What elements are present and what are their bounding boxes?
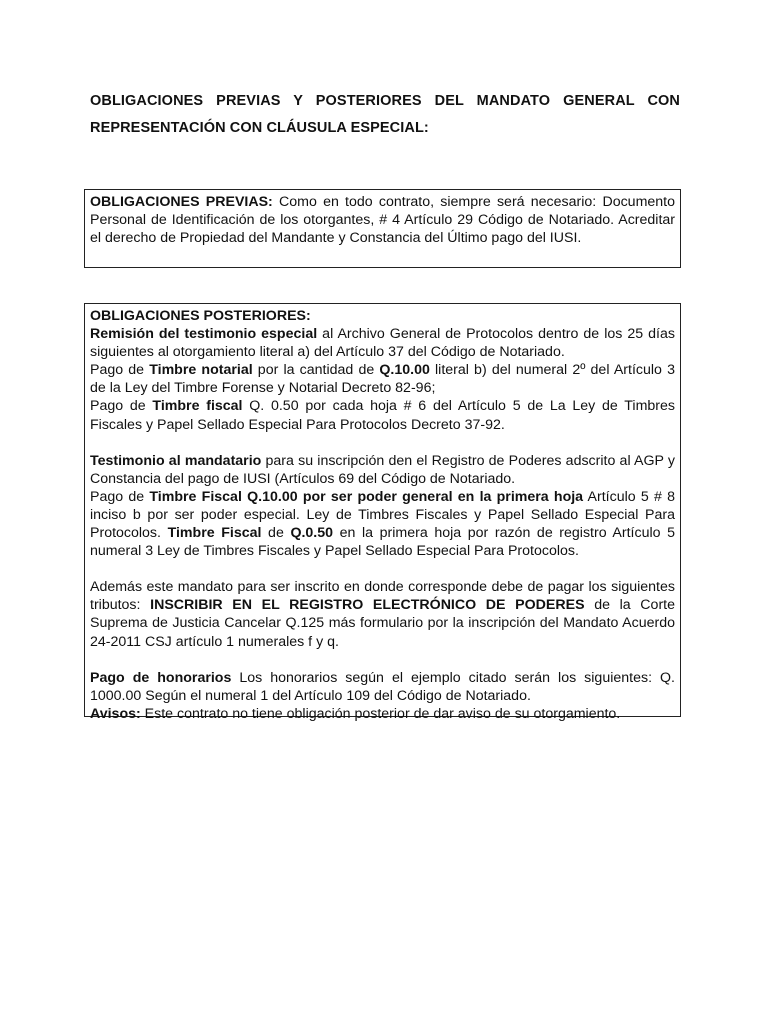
previas-text: Como en todo contrato, siempre será necesario: Documento Personal de Identificación de los otorgantes, # 4 Artículo 29 Código de Notariado. Acreditar el derecho de Propiedad del Mandante y Constancia del Último pago del IUSI.: [90, 194, 675, 247]
obligaciones-posteriores-box: [84, 303, 681, 722]
avisos-label: Avisos:: [90, 705, 141, 722]
timbre-notarial-text-1: Pago de: [90, 362, 150, 379]
paragraph-gap: [90, 434, 675, 452]
honorarios-paragraph: [90, 669, 675, 705]
timbre-fiscal-text-1: Pago de: [90, 398, 153, 415]
avisos-paragraph: [90, 705, 675, 723]
registro-text-1: Además este mandato para ser inscrito en donde corresponde debe de pagar los siguientes tributos:: [90, 579, 675, 614]
timbre-notarial-label: Timbre notarial: [149, 362, 253, 379]
paragraph-gap: [90, 560, 675, 578]
poder-text-3: de: [261, 525, 291, 542]
title-line-2: REPRESENTACIÓN CON CLÁUSULA ESPECIAL:: [90, 120, 429, 136]
poder-label-3: Q.0.50: [290, 525, 334, 542]
registro-text-2: de la Corte Suprema de Justicia Cancelar Q.125 más formulario por la inscripción del Mandato Acuerdo 24-2011 CSJ artículo 1 numerales f y q.: [90, 597, 676, 650]
honorarios-text: Los honorarios según el ejemplo citado serán los siguientes: Q. 1000.00 Según el numeral 1 del Artículo 109 del Código de Notariado.: [90, 669, 675, 704]
title-line-1: OBLIGACIONES PREVIAS Y POSTERIORES DEL MANDATO GENERAL CON: [90, 93, 680, 109]
poder-text-4: en la primera hoja por razón de registro Artículo 5 numeral 3 Ley de Timbres Fiscales y Papel Sellado Especial Para Protocolos.: [90, 525, 676, 560]
testimonio-text: para su inscripción den el Registro de Poderes adscrito al AGP y Constancia del pago de IUSI (Artículos 69 del Código de Notariado.: [90, 452, 676, 487]
avisos-text: Este contrato no tiene obligación posterior de dar aviso de su otorgamiento.: [140, 705, 621, 722]
honorarios-label: Pago de honorarios: [90, 669, 232, 686]
remision-text: al Archivo General de Protocolos dentro de los 25 días siguientes al otorgamiento literal a) del Artículo 37 del Código de Notariado.: [90, 326, 675, 361]
timbre-notarial-amount: Q.10.00: [379, 362, 430, 379]
remision-label: Remisión del testimonio especial: [90, 326, 318, 343]
poder-text-2: Artículo 5 # 8 inciso b por ser poder especial. Ley de Timbres Fiscales y Papel Sellado Especial Para Protocolos.: [90, 488, 675, 542]
previas-paragraph: [90, 193, 675, 247]
timbre-fiscal-poder-paragraph: [90, 488, 675, 560]
timbre-notarial-text-2: por la cantidad de: [252, 362, 380, 379]
poder-label-1: Timbre Fiscal Q.10.00 por ser poder general en la primera hoja: [149, 488, 584, 505]
timbre-fiscal-text-2: Q. 0.50 por cada hoja # 6 del Artículo 5 de La Ley de Timbres Fiscales y Papel Sellado Especial Para Protocolos Decreto 37-92.: [90, 398, 675, 433]
previas-heading: OBLIGACIONES PREVIAS:: [90, 194, 273, 210]
document-title: [90, 88, 680, 142]
registro-paragraph: [90, 578, 675, 650]
remision-paragraph: [90, 325, 675, 361]
posteriores-heading: [90, 307, 675, 325]
testimonio-paragraph: [90, 452, 675, 488]
testimonio-label: Testimonio al mandatario: [90, 452, 262, 469]
registro-label: INSCRIBIR EN EL REGISTRO ELECTRÓNICO DE PODERES: [150, 597, 585, 614]
poder-label-2: Timbre Fiscal: [167, 525, 262, 542]
paragraph-gap: [90, 651, 675, 669]
timbre-fiscal-paragraph: [90, 397, 675, 433]
timbre-fiscal-label: Timbre fiscal: [152, 398, 243, 415]
timbre-notarial-text-3: literal b) del numeral 2º del Artículo 3 de la Ley del Timbre Forense y Notarial Decreto 82-96;: [90, 362, 675, 397]
obligaciones-previas-box: [84, 189, 681, 268]
timbre-notarial-paragraph: [90, 361, 675, 397]
posteriores-heading-text: OBLIGACIONES POSTERIORES:: [90, 308, 311, 324]
poder-text-1: Pago de: [90, 488, 150, 505]
